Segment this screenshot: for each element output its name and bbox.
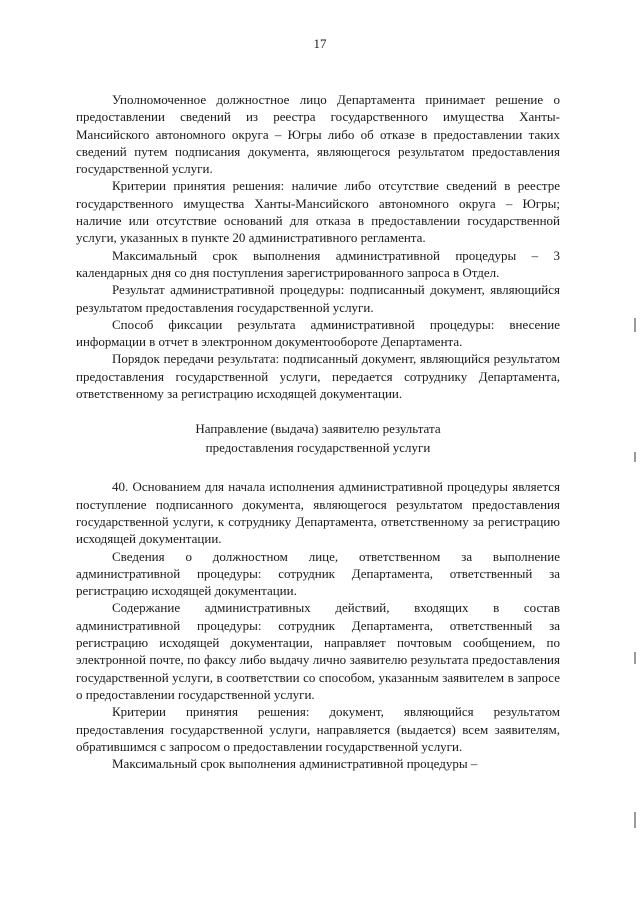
scan-edge-mark — [634, 652, 636, 664]
paragraph-max-term: Максимальный срок выполнения административной процедуры – 3 календарных дня со дня поступления зарегистрированного запроса в Отдел. — [76, 247, 560, 280]
scan-edge-mark — [634, 452, 636, 462]
paragraph-decision: Уполномоченное должностное лицо Департамента принимает решение о предоставлении сведений из реестра государственного имущества Ханты-Мансийского автономного округа – Югры либо об отказе в предоставлении таких сведений путем подписания документа, являющегося результатом предоставления государственной услуги. — [76, 92, 560, 177]
paragraph-procedure-result: Результат административной процедуры: подписанный документ, являющийся результатом предоставления государственной услуги. — [76, 282, 560, 315]
paragraph-responsible-official: Сведения о должностном лице, ответственном за выполнение административной процедуры: сотрудник Департамента, ответственный за регистрацию исходящей документации. — [76, 548, 560, 599]
document-body — [76, 91, 560, 772]
paragraph-actions-content: Содержание административных действий, входящих в состав административной процедуры: сотрудник Департамента, ответственный за регистрацию исходящей документации, направляет почтовым сообщением, по электронной почте, по факсу либо выдачу лично заявителю результата предоставления государственной услуги, в соответствии со способом, указанным заявителем в запросе о предоставлении государственной услуги. — [76, 600, 560, 702]
scan-edge-mark — [634, 812, 636, 828]
paragraph-decision-criteria: Критерии принятия решения: наличие либо отсутствие сведений в реестре государственного имущества Ханты-Мансийского автономного округа – Югры; наличие или отсутствие оснований для отказа в предоставлении государственной услуги, указанных в пункте 20 административного регламента. — [76, 178, 560, 246]
paragraph-criteria-delivery: Критерии принятия решения: документ, являющийся результатом предоставления государственной услуги, направляется (выдается) всем заявителям, обратившимся с запросом о предоставлении государственной услуги. — [76, 704, 560, 754]
paragraph-transfer-order: Порядок передачи результата: подписанный документ, являющийся результатом предоставления государственной услуги, передается сотруднику Департамента, ответственному за регистрацию исходящей документации. — [76, 351, 560, 402]
paragraph-result-fixation: Способ фиксации результата административной процедуры: внесение информации в отчет в электронном документообороте Департамента. — [76, 316, 560, 350]
section-heading-line-1: Направление (выдача) заявителю результата — [195, 421, 441, 437]
section-heading-line-2: предоставления государственной услуги — [205, 439, 431, 455]
scan-edge-mark — [634, 318, 636, 332]
section-heading — [76, 420, 560, 457]
paragraph-clause-40: 40. Основанием для начала исполнения административной процедуры является поступление подписанного документа, являющегося результатом предоставления государственной услуги, к сотруднику Департамента, ответственному за регистрацию исходящей документации. — [76, 479, 560, 547]
paragraph-max-term-delivery: Максимальный срок выполнения административной процедуры – — [112, 756, 478, 772]
page-number: 17 — [313, 36, 327, 51]
